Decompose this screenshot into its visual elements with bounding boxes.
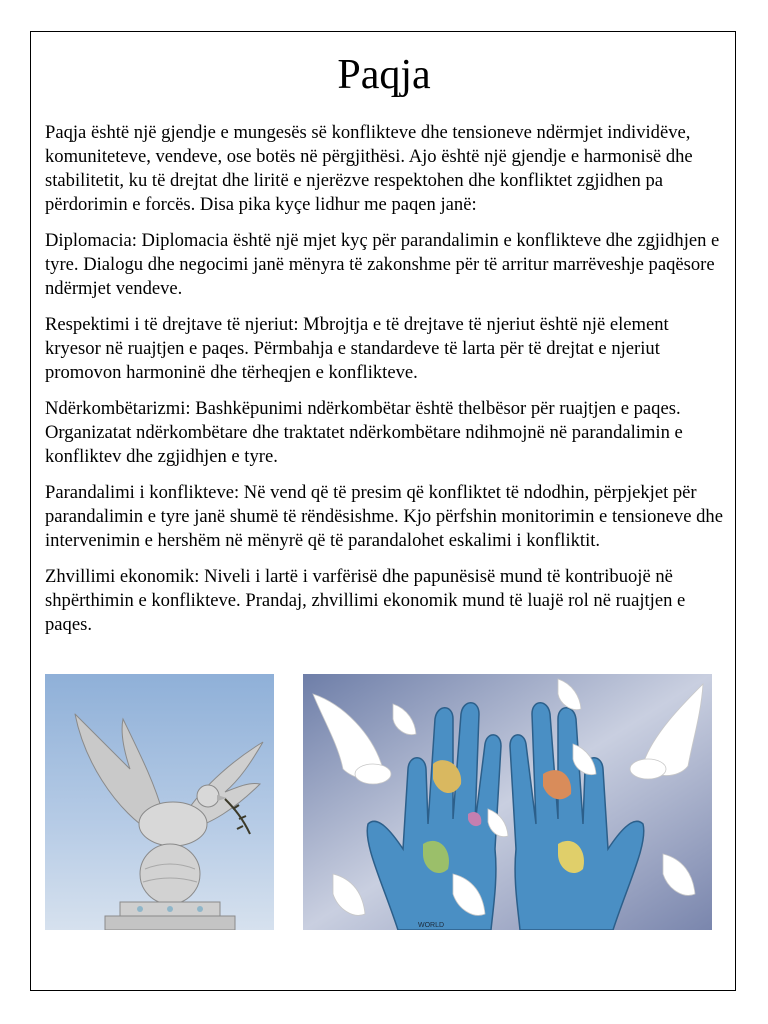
economic-development-paragraph: Zhvillimi ekonomik: Niveli i lartë i varfërisë dhe papunësisë mund të kontribuojë në shpërthimin e konflikteve. Prandaj, zhvillimi ekonomik mund të luajë rol në ruajtjen e paqes.: [45, 566, 686, 635]
world-hands-image: [303, 674, 712, 930]
page-title: Paqja: [337, 52, 431, 98]
internationalism-paragraph: Ndërkombëtarizmi: Bashkëpunimi ndërkombëtar është thelbësor për ruajtjen e paqes. Organizatat ndërkombëtare dhe traktatet ndërkombëtare ndihmojnë në parandalimin e konfliktev dhe zgjidhjen e tyre.: [45, 398, 683, 467]
world-label-text: WORLD: [418, 922, 445, 929]
intro-paragraph: Paqja është një gjendje e mungesës së konflikteve dhe tensioneve ndërmjet individëve, komuniteteve, vendeve, ose botës në përgjithësi. Ajo është një gjendje e harmonisë dhe stabilitetit, ku të drejtat dhe liritë e njerëzve respektohen dhe konfliktet zgjidhen pa përdorimin e forcës. Disa pika kyçe lidhur me paqen janë:: [45, 122, 693, 215]
document-body: [45, 121, 725, 649]
diplomacy-paragraph: Diplomacia: Diplomacia është një mjet kyç për parandalimin e konflikteve dhe zgjidhjen e tyre. Dialogu dhe negocimi janë mënyra të zakonshme për të arritur marrëveshje paqësore ndërmjet vendeve.: [45, 230, 720, 299]
conflict-prevention-paragraph: Parandalimi i konflikteve: Në vend që të presim që konfliktet të ndodhin, përpjekjet për parandalimin e tyre janë shumë të rëndësishme. Kjo përfshin monitorimin e tensioneve dhe intervenimin e hershëm në mënyrë që të parandalohet eskalimi i konfliktit.: [45, 482, 723, 551]
human-rights-paragraph: Respektimi i të drejtave të njeriut: Mbrojtja e të drejtave të njeriut është një element kryesor në ruajtjen e paqes. Përmbahja e standardeve të larta për të drejtat e njeriut promovon harmoninë dhe tërheqjen e konflikteve.: [45, 314, 669, 383]
dove-statue-image: [45, 674, 274, 930]
